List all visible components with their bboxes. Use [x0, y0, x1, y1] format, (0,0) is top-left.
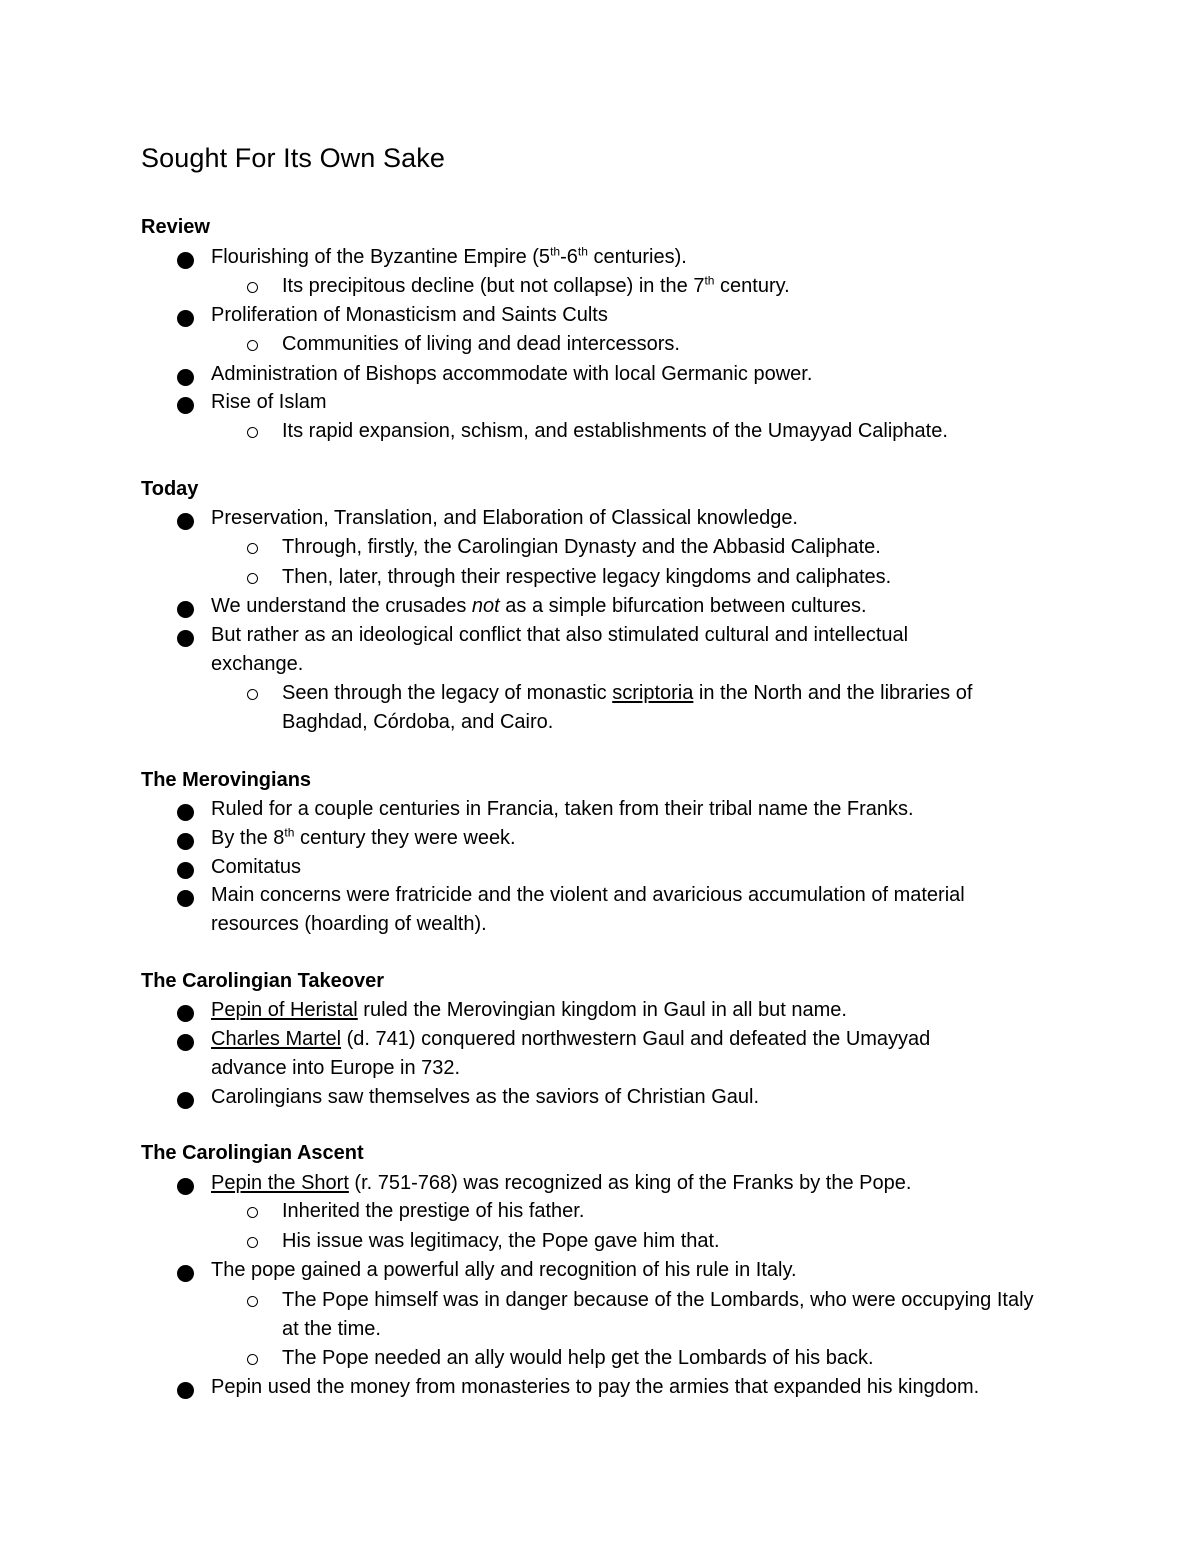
- sub-list-item: Inherited the prestige of his father.: [282, 1200, 585, 1222]
- bullet-icon: [177, 252, 194, 269]
- sub-list-item: Its rapid expansion, schism, and establishments of the Umayyad Caliphate.: [282, 420, 948, 442]
- list-item: Main concerns were fratricide and the violent and avaricious accumulation of material resources (hoarding of wealth).: [211, 884, 965, 935]
- list-item: Comitatus: [211, 856, 302, 878]
- list-item: Charles Martel (d. 741) conquered northwestern Gaul and defeated the Umayyad advance into Europe in 732.: [211, 1028, 931, 1079]
- sub-list-item: The Pope himself was in danger because of the Lombards, who were occupying Italy at the time.: [282, 1289, 1034, 1340]
- sub-bullet-icon: [247, 1237, 258, 1248]
- list-item: But rather as an ideological conflict that also stimulated cultural and intellectual exchange.: [211, 624, 909, 675]
- bullet-icon: [177, 630, 194, 647]
- bullet-icon: [177, 1092, 194, 1109]
- list-item: Preservation, Translation, and Elaboration of Classical knowledge.: [211, 507, 798, 529]
- sub-list-item: Then, later, through their respective legacy kingdoms and caliphates.: [282, 566, 892, 588]
- scriptoria-term: scriptoria: [612, 682, 694, 704]
- bullet-icon: [177, 1382, 194, 1399]
- sub-bullet-icon: [247, 427, 258, 438]
- sub-bullet-icon: [247, 543, 258, 554]
- section-heading-merovingians: The Merovingians: [141, 769, 312, 791]
- sub-bullet-icon: [247, 1296, 258, 1307]
- sub-list-item: Seen through the legacy of monastic scriptoria in the North and the libraries of Baghdad, Córdoba, and Cairo.: [282, 682, 973, 733]
- document-title: Sought For Its Own Sake: [141, 143, 445, 173]
- sub-bullet-icon: [247, 282, 258, 293]
- list-item: Administration of Bishops accommodate with local Germanic power.: [211, 363, 813, 385]
- list-item: Carolingians saw themselves as the saviors of Christian Gaul.: [211, 1086, 760, 1108]
- list-item: We understand the crusades not as a simple bifurcation between cultures.: [211, 595, 867, 617]
- pepin-the-short-term: Pepin the Short: [211, 1172, 349, 1194]
- sub-bullet-icon: [247, 689, 258, 700]
- bullet-icon: [177, 310, 194, 327]
- bullet-icon: [177, 513, 194, 530]
- bullet-icon: [177, 833, 194, 850]
- bullet-icon: [177, 804, 194, 821]
- bullet-icon: [177, 862, 194, 879]
- sub-list-item: His issue was legitimacy, the Pope gave him that.: [282, 1230, 720, 1252]
- bullet-icon: [177, 1034, 194, 1051]
- sub-bullet-icon: [247, 573, 258, 584]
- list-item: Pepin used the money from monasteries to pay the armies that expanded his kingdom.: [211, 1376, 980, 1398]
- bullet-icon: [177, 1265, 194, 1282]
- sub-list-item: Communities of living and dead intercessors.: [282, 333, 680, 355]
- sub-bullet-icon: [247, 1354, 258, 1365]
- bullet-icon: [177, 369, 194, 386]
- pepin-of-heristal-term: Pepin of Heristal: [211, 999, 358, 1021]
- bullet-icon: [177, 1178, 194, 1195]
- list-item: Pepin of Heristal ruled the Merovingian kingdom in Gaul in all but name.: [211, 999, 847, 1021]
- list-item: The pope gained a powerful ally and recognition of his rule in Italy.: [211, 1259, 797, 1281]
- list-item: By the 8th century they were week.: [211, 825, 516, 849]
- bullet-icon: [177, 601, 194, 618]
- sub-bullet-icon: [247, 340, 258, 351]
- list-item: Pepin the Short (r. 751-768) was recognized as king of the Franks by the Pope.: [211, 1172, 912, 1194]
- bullet-icon: [177, 890, 194, 907]
- list-item: Proliferation of Monasticism and Saints Cults: [211, 304, 608, 326]
- list-item: Flourishing of the Byzantine Empire (5th-6th centuries).: [211, 244, 687, 268]
- charles-martel-term: Charles Martel: [211, 1028, 342, 1050]
- section-heading-takeover: The Carolingian Takeover: [141, 970, 385, 992]
- sub-list-item: Its precipitous decline (but not collapse) in the 7th century.: [282, 273, 790, 297]
- section-heading-today: Today: [141, 478, 199, 500]
- sub-list-item: Through, firstly, the Carolingian Dynasty and the Abbasid Caliphate.: [282, 536, 881, 558]
- sub-bullet-icon: [247, 1207, 258, 1218]
- bullet-icon: [177, 397, 194, 414]
- sub-list-item: The Pope needed an ally would help get the Lombards of his back.: [282, 1347, 874, 1369]
- section-heading-review: Review: [141, 216, 210, 238]
- list-item: Ruled for a couple centuries in Francia, taken from their tribal name the Franks.: [211, 798, 914, 820]
- section-heading-ascent: The Carolingian Ascent: [141, 1142, 364, 1164]
- bullet-icon: [177, 1005, 194, 1022]
- list-item: Rise of Islam: [211, 391, 327, 413]
